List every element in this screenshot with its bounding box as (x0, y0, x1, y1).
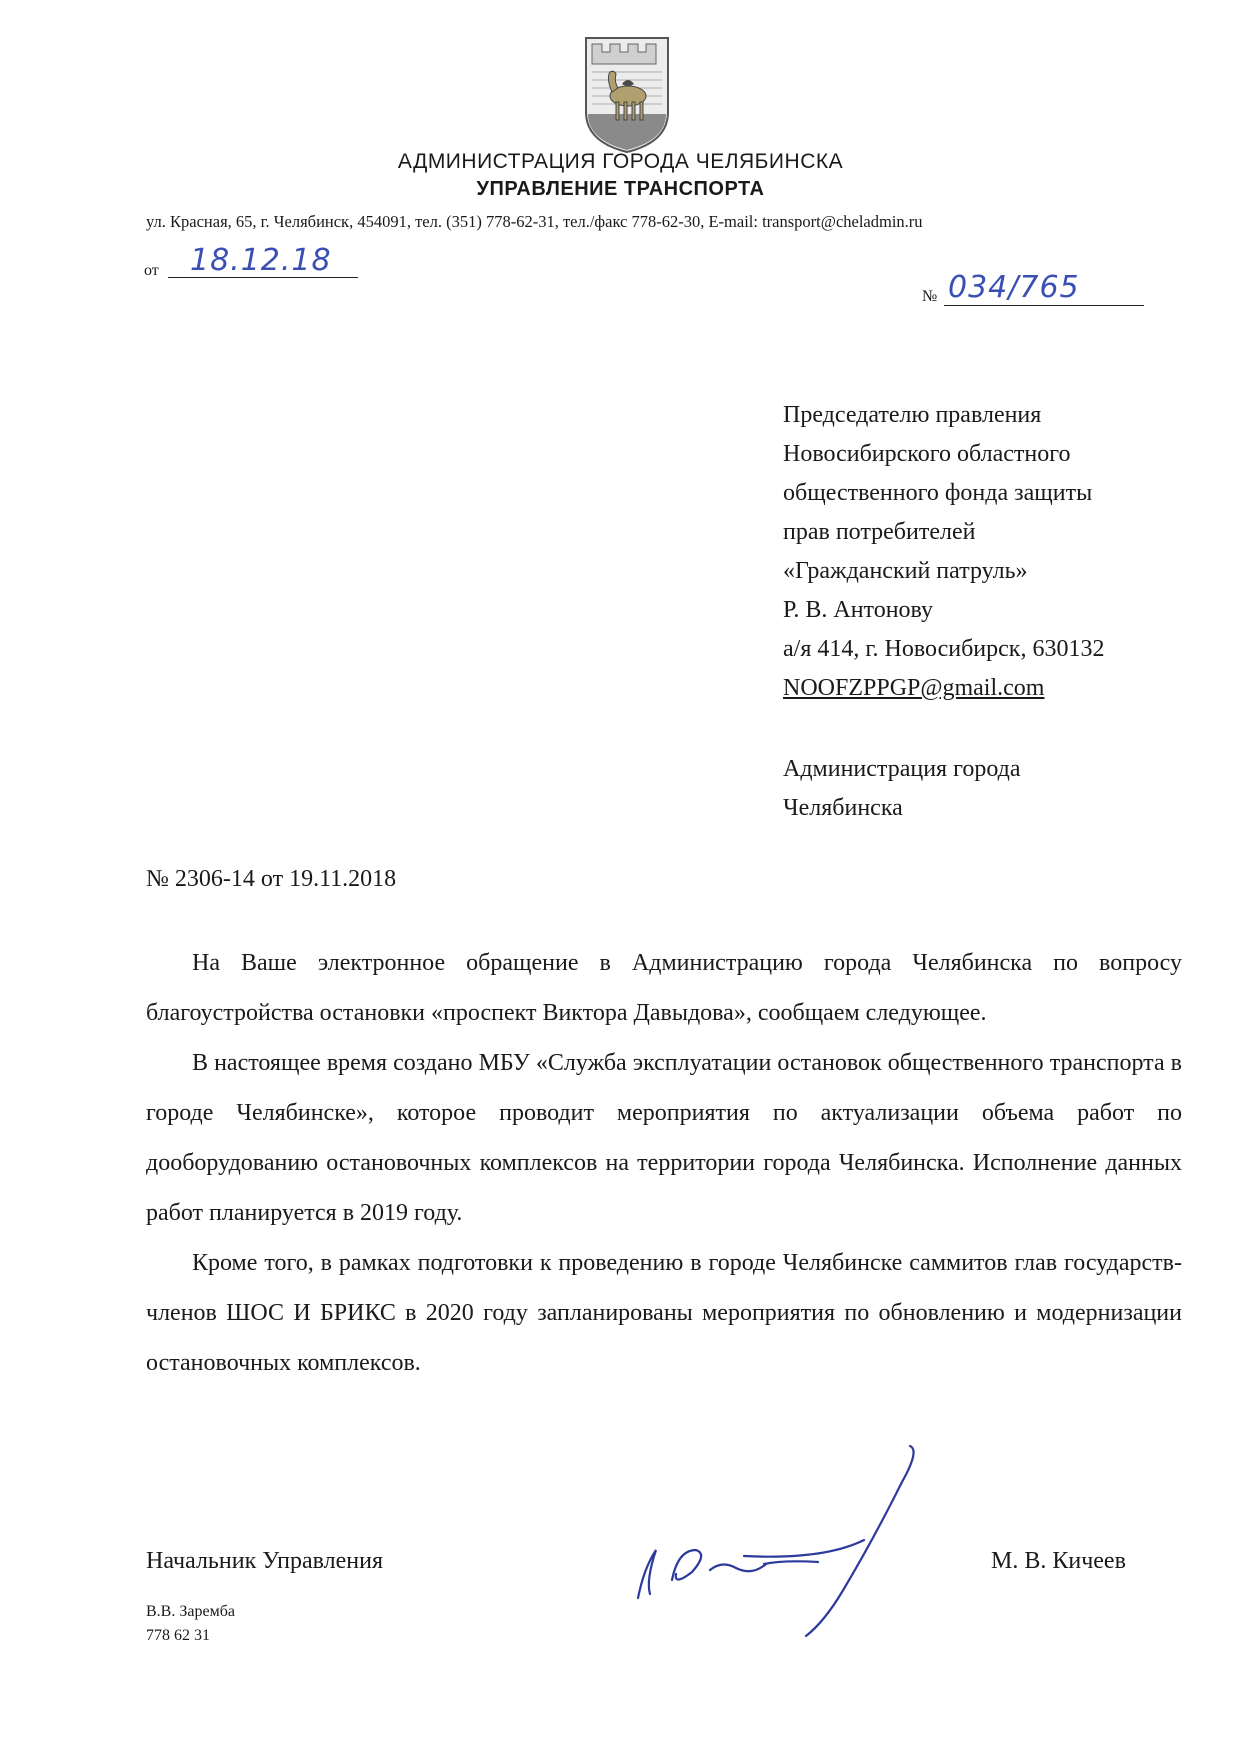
recipient-email[interactable]: NOOFZPPGP@gmail.com (783, 675, 1045, 701)
sender-line: Администрация города (783, 756, 1021, 782)
signatory-title: Начальник Управления (146, 1548, 383, 1574)
org-subtitle: УПРАВЛЕНИЕ ТРАНСПОРТА (476, 178, 765, 200)
recipient-line: Р. В. Антонову (783, 597, 934, 623)
body-paragraph: Кроме того, в рамках подготовки к проведению в городе Челябинске саммитов глав государств-членов ШОС И БРИКС в 2020 году запланированы мероприятия по обновлению и модернизации остановочных комплексов. (146, 1250, 1182, 1376)
body-paragraph: В настоящее время создано МБУ «Служба эксплуатации остановок общественного транспорта в городе Челябинске», которое проводит мероприятия по актуализации объема работ по дооборудованию остановочных комплексов на территории города Челябинска. Исполнение данных работ планируется в 2019 году. (146, 1050, 1182, 1226)
chelyabinsk-coat-of-arms-icon (582, 34, 672, 156)
outgoing-date: 18.12.18 (168, 244, 358, 278)
handwritten-signature-icon (614, 1430, 944, 1640)
sender-block (783, 750, 1021, 828)
executor-phone: 778 62 31 (146, 1627, 210, 1644)
recipient-line: общественного фонда защиты (783, 480, 1093, 506)
recipient-block (783, 396, 1223, 708)
outgoing-number: 034/765 (944, 270, 1144, 306)
org-address: ул. Красная, 65, г. Челябинск, 454091, тел. (351) 778-62-31, тел./факс 778-62-30, E-mail: transport@cheladmin.ru (146, 212, 923, 231)
recipient-line: Новосибирского областного (783, 441, 1071, 467)
signatory-name: М. В. Кичеев (991, 1548, 1126, 1574)
recipient-line: Председателю правления (783, 402, 1042, 428)
date-label: от (144, 262, 159, 279)
sender-line: Челябинска (783, 795, 903, 821)
letter-body (146, 938, 1182, 1388)
executor-name: В.В. Заремба (146, 1603, 235, 1620)
executor-block (146, 1600, 235, 1648)
incoming-reference: № 2306-14 от 19.11.2018 (146, 866, 397, 892)
number-label: № (922, 288, 938, 305)
body-paragraph: На Ваше электронное обращение в Администрацию города Челябинска по вопросу благоустройства остановки «проспект Виктора Давыдова», сообщаем следующее. (146, 950, 1182, 1026)
recipient-line: «Гражданский патруль» (783, 558, 1028, 584)
recipient-line: прав потребителей (783, 519, 976, 545)
recipient-line: а/я 414, г. Новосибирск, 630132 (783, 636, 1105, 662)
org-title: АДМИНИСТРАЦИЯ ГОРОДА ЧЕЛЯБИНСКА (397, 150, 844, 173)
